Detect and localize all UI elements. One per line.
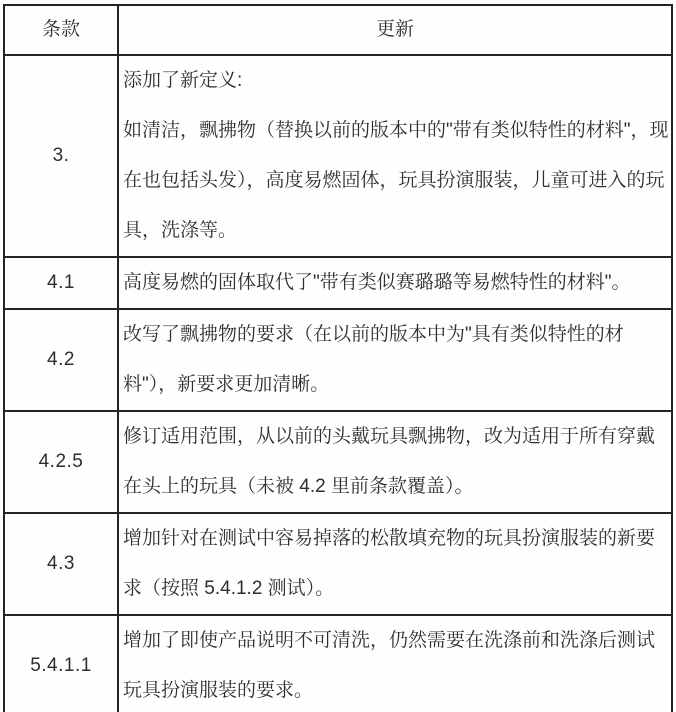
- clause-cell: 4.2: [4, 309, 118, 411]
- update-paragraph: 修订适用范围，从以前的头戴玩具飘拂物，改为适用于所有穿戴在头上的玩具（未被 4.2 里前条款覆盖）。: [123, 426, 656, 497]
- table-row-clause-5-4-1-1: [4, 615, 672, 712]
- clause-cell: 5.4.1.1: [4, 615, 118, 712]
- table-row-clause-4-3: [4, 513, 672, 615]
- clause-cell: 3.: [4, 55, 118, 257]
- clause-cell: 4.3: [4, 513, 118, 615]
- update-cell: [118, 411, 672, 513]
- update-paragraph: 高度易燃的固体取代了"带有类似赛璐璐等易燃特性的材料"。: [123, 272, 631, 293]
- update-paragraph: 如清洁，飘拂物（替换以前的版本中的"带有类似特性的材料"，现在也包括头发），高度易燃固体，玩具扮演服装，儿童可进入的玩具，洗涤等。: [123, 120, 669, 241]
- update-cell: [118, 513, 672, 615]
- clause-cell: 4.2.5: [4, 411, 118, 513]
- update-paragraph: 增加针对在测试中容易掉落的松散填充物的玩具扮演服装的新要求（按照 5.4.1.2 测试）。: [123, 528, 656, 599]
- update-cell: [118, 257, 672, 309]
- clause-cell: 4.1: [4, 257, 118, 309]
- update-cell: [118, 309, 672, 411]
- table-row-clause-3: [4, 55, 672, 257]
- update-cell: [118, 615, 672, 712]
- column-header-update: 更新: [118, 5, 672, 55]
- column-header-clause: 条款: [4, 5, 118, 55]
- table-row-clause-4-2-5: [4, 411, 672, 513]
- table-header-row: [4, 5, 672, 55]
- update-paragraph: 改写了飘拂物的要求（在以前的版本中为"具有类似特性的材料"），新要求更加清晰。: [123, 324, 624, 395]
- update-paragraph: 添加了新定义:: [123, 70, 243, 91]
- update-paragraph: 增加了即使产品说明不可清洗，仍然需要在洗涤前和洗涤后测试玩具扮演服装的要求。: [123, 630, 656, 701]
- table-row-clause-4-2: [4, 309, 672, 411]
- update-cell: [118, 55, 672, 257]
- table-row-clause-4-1: [4, 257, 672, 309]
- clause-update-table: [3, 4, 673, 712]
